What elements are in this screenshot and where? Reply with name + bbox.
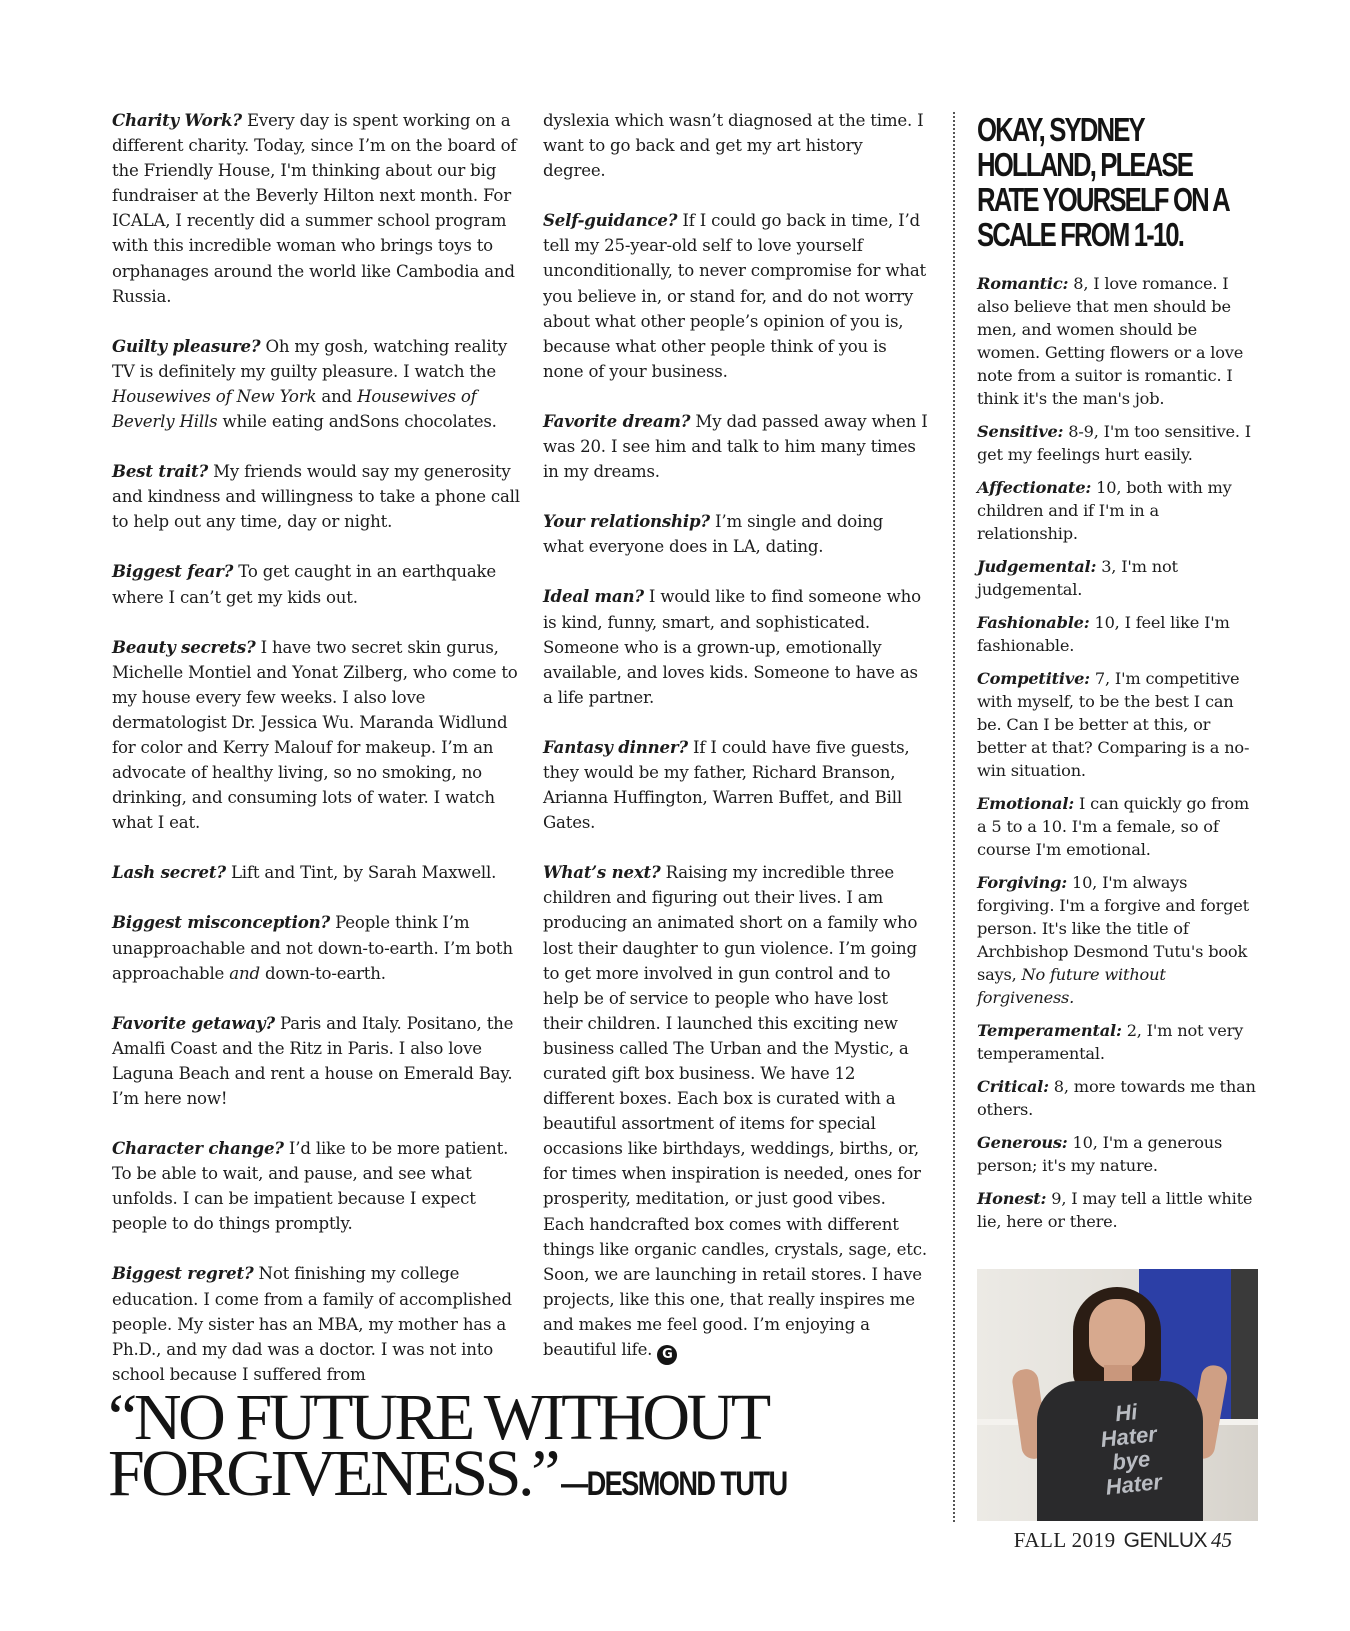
answer: Lift and Tint, by Sarah Maxwell. — [225, 863, 497, 883]
qa-character-change — [112, 1136, 522, 1236]
rating-label: Emotional: — [977, 794, 1075, 813]
emphasis: and — [229, 963, 260, 983]
question: Best trait? — [112, 461, 209, 482]
question: Favorite getaway? — [112, 1012, 275, 1033]
answer: and — [316, 386, 358, 406]
page-number: 45 — [1211, 1528, 1232, 1552]
rating-sidebar — [977, 112, 1262, 1243]
rating-item — [977, 1187, 1262, 1233]
rating-label: Generous: — [977, 1133, 1068, 1152]
rating-text: 10, I'm a generous person; it's my nature. — [977, 1133, 1223, 1175]
shirt-word: bye — [1111, 1446, 1152, 1475]
show-title: Housewives of Beverly Hills — [112, 386, 477, 432]
rating-item — [977, 476, 1262, 545]
answer: If I could have five guests, they would be my father, Richard Branson, Arianna Huffington, Warren Buffet, and Bill Gates. — [543, 737, 910, 833]
article-column-2 — [543, 108, 928, 1390]
shirt-word: Hi — [1113, 1399, 1139, 1427]
quote-author: —DESMOND TUTU — [561, 1465, 787, 1503]
rating-item — [977, 1131, 1262, 1177]
rating-label: Temperamental: — [977, 1021, 1122, 1040]
answer: down-to-earth. — [259, 963, 386, 983]
issue-label: FALL 2019 — [1013, 1528, 1116, 1552]
column-divider — [953, 112, 955, 1522]
show-title: Housewives of New York — [112, 386, 317, 406]
answer: I would like to find someone who is kind, funny, smart, and sophisticated. Someone who is a grown-up, emotionally available, and loves kids. Someone to have as a life partner. — [543, 587, 921, 707]
sidebar-title: OKAY, SYDNEY HOLLAND, PLEASE RATE YOURSELF ON A SCALE FROM 1-10. — [977, 111, 1228, 253]
rating-text: 10, both with my children and if I'm in a relationship. — [977, 478, 1232, 543]
qa-self-guidance — [543, 208, 928, 384]
qa-lash-secret — [112, 860, 522, 885]
article-column-1 — [112, 108, 522, 1412]
qa-whats-next — [543, 860, 928, 1365]
rating-text: 2, I'm not very temperamental. — [977, 1021, 1244, 1063]
question: What’s next? — [543, 862, 661, 883]
rating-label: Fashionable: — [977, 613, 1090, 632]
rating-item — [977, 667, 1262, 782]
shirt-word: Hater — [1104, 1468, 1163, 1500]
rating-label: Honest: — [977, 1189, 1047, 1208]
question: Your relationship? — [543, 511, 710, 532]
qa-ideal-man — [543, 584, 928, 709]
question: Biggest fear? — [112, 561, 234, 582]
qa-best-trait — [112, 459, 522, 534]
dark-panel — [1231, 1269, 1258, 1419]
rating-item — [977, 1019, 1262, 1065]
answer: Paris and Italy. Positano, the Amalfi Coast and the Ritz in Paris. I also love Laguna Beach and rent a house on Emerald Bay. I’m here now! — [112, 1013, 514, 1108]
rating-label: Romantic: — [977, 274, 1069, 293]
rating-item — [977, 792, 1262, 861]
rating-item — [977, 871, 1262, 1009]
rating-item — [977, 272, 1262, 410]
qa-favorite-dream — [543, 409, 928, 484]
qa-biggest-regret — [112, 1261, 522, 1386]
page-footer — [1014, 1528, 1232, 1553]
answer: I’d like to be more patient. To be able to wait, and pause, and see what unfolds. I can be impatient because I expect people to do things promptly. — [112, 1139, 509, 1234]
quote-line-1: “NO FUTURE WITHOUT — [108, 1381, 768, 1454]
rating-label: Sensitive: — [977, 422, 1064, 441]
answer: If I could go back in time, I’d tell my 25-year-old self to love yourself unconditionally, to never compromise for what you believe in, or stand for, and do not worry about what other people’s opinion of you is, because what other people think of you is none of your business. — [543, 211, 927, 381]
rating-item — [977, 555, 1262, 601]
qa-biggest-fear — [112, 559, 522, 609]
question: Character change? — [112, 1138, 284, 1159]
rating-text: 8, more towards me than others. — [977, 1077, 1256, 1119]
end-mark-icon: G — [657, 1345, 677, 1365]
question: Biggest regret? — [112, 1263, 254, 1284]
shirt-word: Hater — [1099, 1421, 1158, 1452]
rating-text: 7, I'm competitive with myself, to be the best I can be. Can I be better at this, or better at that? Comparing is a no-win situation. — [977, 669, 1250, 780]
rating-text: 3, I'm not judgemental. — [977, 557, 1178, 599]
rating-text: 9, I may tell a little white lie, here or there. — [977, 1189, 1253, 1231]
rating-label: Critical: — [977, 1077, 1049, 1096]
qa-charity-work — [112, 108, 522, 309]
question: Fantasy dinner? — [543, 736, 688, 757]
rating-label: Forgiving: — [977, 873, 1068, 892]
answer: My friends would say my generosity and kindness and willingness to take a phone call to help out any time, day or night. — [112, 462, 520, 532]
qa-favorite-getaway — [112, 1011, 522, 1111]
answer: People think I’m unapproachable and not down-to-earth. I’m both approachable — [112, 913, 513, 983]
question: Guilty pleasure? — [112, 335, 261, 356]
rating-text: 10, I feel like I'm fashionable. — [977, 613, 1230, 655]
answer: I’m single and doing what everyone does in LA, dating. — [543, 512, 884, 557]
qa-guilty-pleasure — [112, 334, 522, 434]
magazine-name: GENLUX — [1123, 1529, 1207, 1552]
rating-label: Affectionate: — [977, 478, 1092, 497]
qa-continued — [543, 108, 928, 183]
rating-item — [977, 420, 1262, 466]
answer: Not finishing my college education. I come from a family of accomplished people. My sister has an MBA, my mother has a Ph.D., and my dad was a doctor. I was not into school because I suffered from — [112, 1264, 512, 1384]
portrait-photo — [977, 1269, 1258, 1521]
face — [1089, 1299, 1145, 1371]
answer: Raising my incredible three children and figuring out their lives. I am producing an animated short on a family who lost their daughter to gun violence. I’m going to get more involved in gun control and to help be of service to people who have lost their children. I launched this exciting new business called The Urban and the Mystic, a curated gift box business. We have 12 different boxes. Each box is curated with a beautiful assortment of items for special occasions like birthdays, weddings, births, or, for times when inspiration is needed, ones for prosperity, meditation, or just good vibes. Each handcrafted box comes with different things like organic candles, crystals, sage, etc. Soon, we are launching in retail stores. I have projects, like this one, that really inspires me and makes me feel good. I’m enjoying a beautiful life. — [543, 863, 927, 1360]
answer: I have two secret skin gurus, Michelle Montiel and Yonat Zilberg, who come to my house every few weeks. I also love dermatologist Dr. Jessica Wu. Maranda Widlund for color and Kerry Malouf for makeup. I’m an advocate of healthy living, so no smoking, no drinking, and consuming lots of water. I watch what I eat. — [112, 637, 518, 833]
rating-text: 8, I love romance. I also believe that men should be men, and women should be women. Getting flowers or a love note from a suitor is romantic. I think it's the man's job. — [977, 274, 1244, 408]
qa-biggest-misconception — [112, 910, 522, 985]
answer: To get caught in an earthquake where I can’t get my kids out. — [112, 562, 497, 607]
qa-fantasy-dinner — [543, 735, 928, 835]
question: Biggest misconception? — [112, 912, 331, 933]
quote-text: FORGIVENESS.” — [108, 1437, 557, 1510]
qa-your-relationship — [543, 509, 928, 559]
question: Beauty secrets? — [112, 636, 256, 657]
question: Self-guidance? — [543, 210, 678, 231]
question: Ideal man? — [543, 586, 644, 607]
question: Lash secret? — [112, 862, 226, 883]
rating-label: Judgemental: — [977, 557, 1097, 576]
answer: Oh my gosh, watching reality TV is definitely my guilty pleasure. I watch the — [112, 336, 508, 381]
quote-line-2 — [108, 1437, 843, 1512]
rating-text: I can quickly go from a 5 to a 10. I'm a female, so of course I'm emotional. — [977, 794, 1250, 859]
rating-text: 8-9, I'm too sensitive. I get my feelings hurt easily. — [977, 422, 1252, 464]
pull-quote — [108, 1381, 843, 1512]
shirt-lettering — [1070, 1396, 1189, 1503]
answer: My dad passed away when I was 20. I see him and talk to him many times in my dreams. — [543, 411, 928, 482]
rating-text: 10, I'm always forgiving. I'm a forgive and forget person. It's like the title of Archbishop Desmond Tutu's book says, — [977, 873, 1249, 984]
answer: while eating andSons chocolates. — [217, 412, 497, 432]
question: Favorite dream? — [543, 410, 691, 431]
book-title: No future without forgiveness. — [977, 965, 1166, 1007]
answer: dyslexia which wasn’t diagnosed at the time. I want to go back and get my art history degree. — [543, 111, 924, 181]
qa-beauty-secrets — [112, 635, 522, 836]
rating-item — [977, 1075, 1262, 1121]
rating-item — [977, 611, 1262, 657]
rating-label: Competitive: — [977, 669, 1090, 688]
answer: Every day is spent working on a different charity. Today, since I’m on the board of the Friendly House, I'm thinking about our big fundraiser at the Beverly Hilton next month. For ICALA, I recently did a summer school program with this incredible woman who brings toys to orphanages around the world like Cambodia and Russia. — [112, 111, 517, 306]
question: Charity Work? — [112, 110, 242, 130]
